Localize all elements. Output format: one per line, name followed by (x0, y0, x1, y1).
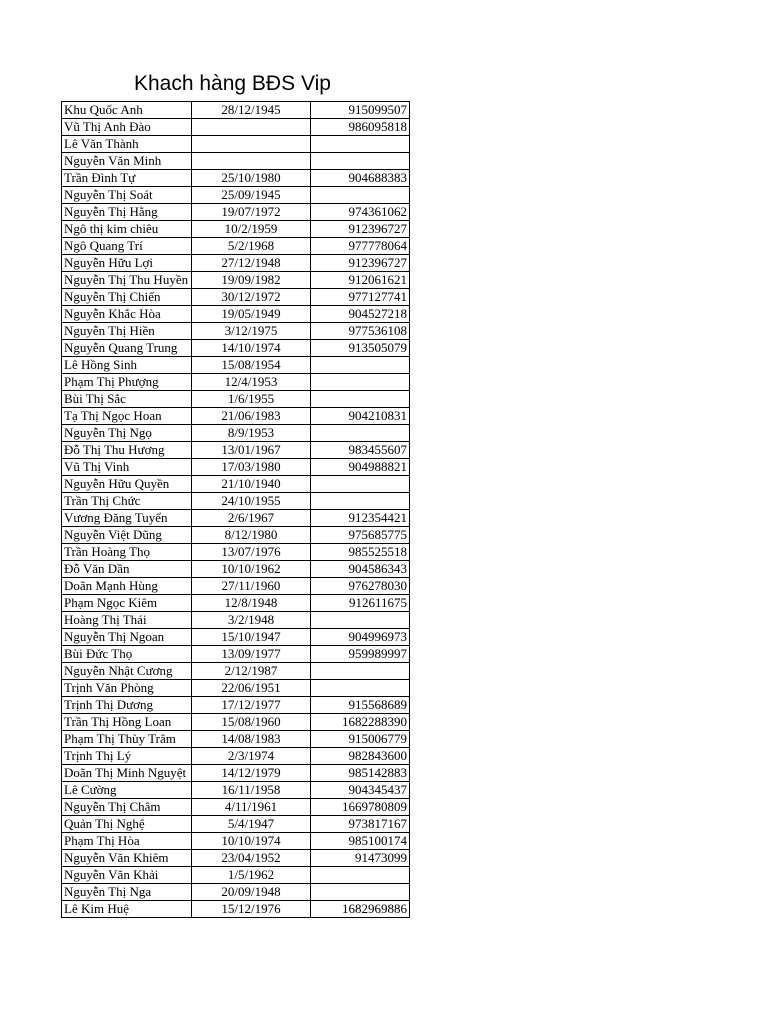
customer-name-cell[interactable]: Bùi Thị Sắc (62, 391, 192, 408)
phone-number-cell[interactable]: 977127741 (311, 289, 410, 306)
birth-date-cell[interactable]: 15/10/1947 (192, 629, 311, 646)
phone-number-cell[interactable]: 959989997 (311, 646, 410, 663)
table-row (62, 102, 410, 119)
phone-number-cell[interactable]: 985525518 (311, 544, 410, 561)
customer-name-cell[interactable]: Nguyễn Thị Soát (62, 187, 192, 204)
customer-name-cell[interactable]: Tạ Thị Ngọc Hoan (62, 408, 192, 425)
phone-number-cell[interactable] (311, 612, 410, 629)
customer-name-cell[interactable]: Nguyễn Nhật Cương (62, 663, 192, 680)
phone-number-cell[interactable] (311, 357, 410, 374)
phone-number-cell[interactable] (311, 425, 410, 442)
table-row (62, 561, 410, 578)
table-row (62, 170, 410, 187)
birth-date-cell[interactable]: 19/05/1949 (192, 306, 311, 323)
birth-date-cell[interactable]: 19/07/1972 (192, 204, 311, 221)
customer-name-cell[interactable]: Đỗ Văn Dần (62, 561, 192, 578)
birth-date-cell[interactable] (192, 153, 311, 170)
customer-name-cell[interactable]: Đỗ Thị Thu Hương (62, 442, 192, 459)
customer-name-cell[interactable]: Hoàng Thị Thái (62, 612, 192, 629)
birth-date-cell[interactable]: 4/11/1961 (192, 799, 311, 816)
customer-name-cell[interactable]: Nguyễn Thị Ngọ (62, 425, 192, 442)
customer-name-cell[interactable]: Doãn Thị Minh Nguyệt (62, 765, 192, 782)
table-row (62, 391, 410, 408)
table-row (62, 119, 410, 136)
customer-name-cell[interactable]: Vũ Thị Anh Đào (62, 119, 192, 136)
customer-name-cell[interactable]: Vương Đăng Tuyển (62, 510, 192, 527)
table-row (62, 850, 410, 867)
customer-name-cell[interactable]: Trần Hoàng Thọ (62, 544, 192, 561)
birth-date-cell[interactable]: 17/12/1977 (192, 697, 311, 714)
table-row (62, 476, 410, 493)
customer-name-cell[interactable]: Trần Thị Chức (62, 493, 192, 510)
customer-name-cell[interactable]: Nguyễn Thị Hiền (62, 323, 192, 340)
customer-name-cell[interactable]: Nguyễn Thị Hằng (62, 204, 192, 221)
birth-date-cell[interactable]: 25/09/1945 (192, 187, 311, 204)
table-row (62, 442, 410, 459)
phone-number-cell[interactable]: 913505079 (311, 340, 410, 357)
birth-date-cell[interactable]: 27/12/1948 (192, 255, 311, 272)
customer-name-cell[interactable]: Trịnh Thị Lý (62, 748, 192, 765)
birth-date-cell[interactable]: 14/12/1979 (192, 765, 311, 782)
phone-number-cell[interactable]: 973817167 (311, 816, 410, 833)
phone-number-cell[interactable]: 975685775 (311, 527, 410, 544)
phone-number-cell[interactable]: 915006779 (311, 731, 410, 748)
birth-date-cell[interactable]: 15/08/1960 (192, 714, 311, 731)
customer-name-cell[interactable]: Doãn Mạnh Hùng (62, 578, 192, 595)
phone-number-cell[interactable] (311, 493, 410, 510)
birth-date-cell[interactable]: 19/09/1982 (192, 272, 311, 289)
birth-date-cell[interactable]: 16/11/1958 (192, 782, 311, 799)
customer-name-cell[interactable]: Lê Hồng Sinh (62, 357, 192, 374)
table-row (62, 306, 410, 323)
table-row (62, 459, 410, 476)
phone-number-cell[interactable]: 904988821 (311, 459, 410, 476)
phone-number-cell[interactable]: 912396727 (311, 221, 410, 238)
table-row (62, 425, 410, 442)
table-row (62, 187, 410, 204)
customer-name-cell[interactable]: Trịnh Văn Phòng (62, 680, 192, 697)
table-row (62, 714, 410, 731)
phone-number-cell[interactable]: 977778064 (311, 238, 410, 255)
customer-name-cell[interactable]: Vũ Thị Vinh (62, 459, 192, 476)
phone-number-cell[interactable]: 904345437 (311, 782, 410, 799)
customer-name-cell[interactable]: Nguyễn Thị Thu Huyền (62, 272, 192, 289)
birth-date-cell[interactable]: 8/9/1953 (192, 425, 311, 442)
table-row (62, 595, 410, 612)
table-row (62, 255, 410, 272)
phone-number-cell[interactable]: 985142883 (311, 765, 410, 782)
birth-date-cell[interactable]: 25/10/1980 (192, 170, 311, 187)
phone-number-cell[interactable]: 904996973 (311, 629, 410, 646)
sheet-title: Khach hàng BĐS Vip (134, 72, 331, 95)
birth-date-cell[interactable]: 13/07/1976 (192, 544, 311, 561)
birth-date-cell[interactable] (192, 136, 311, 153)
birth-date-cell[interactable]: 10/2/1959 (192, 221, 311, 238)
phone-number-cell[interactable]: 904210831 (311, 408, 410, 425)
table-row (62, 527, 410, 544)
birth-date-cell[interactable]: 15/08/1954 (192, 357, 311, 374)
phone-number-cell[interactable]: 904586343 (311, 561, 410, 578)
phone-number-cell[interactable] (311, 374, 410, 391)
customer-name-cell[interactable]: Trần Đình Tự (62, 170, 192, 187)
table-row (62, 289, 410, 306)
table-row (62, 901, 410, 918)
birth-date-cell[interactable]: 24/10/1955 (192, 493, 311, 510)
table-row (62, 510, 410, 527)
phone-number-cell[interactable] (311, 136, 410, 153)
customer-name-cell[interactable]: Bùi Đức Thọ (62, 646, 192, 663)
birth-date-cell[interactable]: 14/10/1974 (192, 340, 311, 357)
table-row (62, 629, 410, 646)
birth-date-cell[interactable]: 3/12/1975 (192, 323, 311, 340)
customer-name-cell[interactable]: Nguyễn Hữu Quyền (62, 476, 192, 493)
birth-date-cell[interactable]: 17/03/1980 (192, 459, 311, 476)
phone-number-cell[interactable]: 1682969886 (311, 901, 410, 918)
birth-date-cell[interactable]: 3/2/1948 (192, 612, 311, 629)
customer-name-cell[interactable]: Nguyễn Văn Khải (62, 867, 192, 884)
table-row (62, 272, 410, 289)
birth-date-cell[interactable]: 13/01/1967 (192, 442, 311, 459)
table-row (62, 867, 410, 884)
customer-name-cell[interactable]: Nguyễn Thị Ngoan (62, 629, 192, 646)
birth-date-cell[interactable]: 21/06/1983 (192, 408, 311, 425)
table-row (62, 697, 410, 714)
birth-date-cell[interactable]: 22/06/1951 (192, 680, 311, 697)
birth-date-cell[interactable]: 8/12/1980 (192, 527, 311, 544)
birth-date-cell[interactable]: 2/12/1987 (192, 663, 311, 680)
birth-date-cell[interactable]: 2/6/1967 (192, 510, 311, 527)
customer-name-cell[interactable]: Nguyễn Văn Minh (62, 153, 192, 170)
phone-number-cell[interactable]: 985100174 (311, 833, 410, 850)
customer-name-cell[interactable]: Lê Văn Thành (62, 136, 192, 153)
phone-number-cell[interactable] (311, 663, 410, 680)
phone-number-cell[interactable]: 915099507 (311, 102, 410, 119)
table-row (62, 612, 410, 629)
table-row (62, 799, 410, 816)
phone-number-cell[interactable] (311, 153, 410, 170)
phone-number-cell[interactable]: 982843600 (311, 748, 410, 765)
phone-number-cell[interactable] (311, 867, 410, 884)
phone-number-cell[interactable]: 904527218 (311, 306, 410, 323)
customer-name-cell[interactable]: Ngô thị kim chiêu (62, 221, 192, 238)
phone-number-cell[interactable]: 974361062 (311, 204, 410, 221)
birth-date-cell[interactable]: 14/08/1983 (192, 731, 311, 748)
table-row (62, 663, 410, 680)
customer-name-cell[interactable]: Lê Cường (62, 782, 192, 799)
phone-number-cell[interactable]: 912354421 (311, 510, 410, 527)
table-row (62, 204, 410, 221)
table-row (62, 408, 410, 425)
customer-table (61, 101, 410, 918)
customer-name-cell[interactable]: Nguyễn Quang Trung (62, 340, 192, 357)
customer-table-body (62, 102, 410, 918)
customer-name-cell[interactable]: Nguyễn Việt Dũng (62, 527, 192, 544)
birth-date-cell[interactable]: 10/10/1962 (192, 561, 311, 578)
customer-name-cell[interactable]: Nguyễn Văn Khiêm (62, 850, 192, 867)
birth-date-cell[interactable]: 10/10/1974 (192, 833, 311, 850)
table-row (62, 136, 410, 153)
table-row (62, 544, 410, 561)
table-row (62, 748, 410, 765)
table-row (62, 731, 410, 748)
birth-date-cell[interactable]: 20/09/1948 (192, 884, 311, 901)
table-row (62, 153, 410, 170)
customer-name-cell[interactable]: Trịnh Thị Dương (62, 697, 192, 714)
phone-number-cell[interactable]: 912396727 (311, 255, 410, 272)
phone-number-cell[interactable] (311, 391, 410, 408)
birth-date-cell[interactable] (192, 119, 311, 136)
table-row (62, 357, 410, 374)
birth-date-cell[interactable]: 5/4/1947 (192, 816, 311, 833)
birth-date-cell[interactable]: 13/09/1977 (192, 646, 311, 663)
table-row (62, 833, 410, 850)
birth-date-cell[interactable]: 12/4/1953 (192, 374, 311, 391)
phone-number-cell[interactable]: 904688383 (311, 170, 410, 187)
phone-number-cell[interactable]: 983455607 (311, 442, 410, 459)
table-row (62, 493, 410, 510)
phone-number-cell[interactable]: 976278030 (311, 578, 410, 595)
customer-name-cell[interactable]: Nguyễn Hữu Lợi (62, 255, 192, 272)
birth-date-cell[interactable]: 1/5/1962 (192, 867, 311, 884)
customer-name-cell[interactable]: Phạm Thị Hòa (62, 833, 192, 850)
phone-number-cell[interactable]: 912611675 (311, 595, 410, 612)
customer-name-cell[interactable]: Quản Thị Nghệ (62, 816, 192, 833)
phone-number-cell[interactable] (311, 476, 410, 493)
phone-number-cell[interactable]: 912061621 (311, 272, 410, 289)
phone-number-cell[interactable] (311, 884, 410, 901)
table-row (62, 765, 410, 782)
customer-name-cell[interactable]: Nguyễn Khắc Hòa (62, 306, 192, 323)
customer-name-cell[interactable]: Trần Thị Hồng Loan (62, 714, 192, 731)
table-row (62, 323, 410, 340)
phone-number-cell[interactable]: 986095818 (311, 119, 410, 136)
birth-date-cell[interactable]: 28/12/1945 (192, 102, 311, 119)
birth-date-cell[interactable]: 1/6/1955 (192, 391, 311, 408)
customer-name-cell[interactable]: Nguyễn Thị Nga (62, 884, 192, 901)
customer-name-cell[interactable]: Phạm Thị Phượng (62, 374, 192, 391)
birth-date-cell[interactable]: 21/10/1940 (192, 476, 311, 493)
table-row (62, 816, 410, 833)
customer-name-cell[interactable]: Khu Quốc Anh (62, 102, 192, 119)
table-row (62, 884, 410, 901)
customer-name-cell[interactable]: Ngô Quang Trí (62, 238, 192, 255)
birth-date-cell[interactable]: 15/12/1976 (192, 901, 311, 918)
customer-name-cell[interactable]: Phạm Ngọc Kiêm (62, 595, 192, 612)
table-row (62, 680, 410, 697)
customer-name-cell[interactable]: Nguyễn Thị Châm (62, 799, 192, 816)
birth-date-cell[interactable]: 5/2/1968 (192, 238, 311, 255)
birth-date-cell[interactable]: 27/11/1960 (192, 578, 311, 595)
customer-name-cell[interactable]: Phạm Thị Thùy Trâm (62, 731, 192, 748)
phone-number-cell[interactable]: 91473099 (311, 850, 410, 867)
table-row (62, 374, 410, 391)
table-row (62, 221, 410, 238)
phone-number-cell[interactable]: 915568689 (311, 697, 410, 714)
phone-number-cell[interactable]: 977536108 (311, 323, 410, 340)
table-row (62, 646, 410, 663)
table-row (62, 578, 410, 595)
birth-date-cell[interactable]: 23/04/1952 (192, 850, 311, 867)
customer-name-cell[interactable]: Lê Kim Huệ (62, 901, 192, 918)
phone-number-cell[interactable] (311, 680, 410, 697)
birth-date-cell[interactable]: 2/3/1974 (192, 748, 311, 765)
customer-name-cell[interactable]: Nguyễn Thị Chiến (62, 289, 192, 306)
birth-date-cell[interactable]: 30/12/1972 (192, 289, 311, 306)
table-row (62, 340, 410, 357)
table-row (62, 238, 410, 255)
phone-number-cell[interactable] (311, 187, 410, 204)
phone-number-cell[interactable]: 1682288390 (311, 714, 410, 731)
phone-number-cell[interactable]: 1669780809 (311, 799, 410, 816)
birth-date-cell[interactable]: 12/8/1948 (192, 595, 311, 612)
table-row (62, 782, 410, 799)
